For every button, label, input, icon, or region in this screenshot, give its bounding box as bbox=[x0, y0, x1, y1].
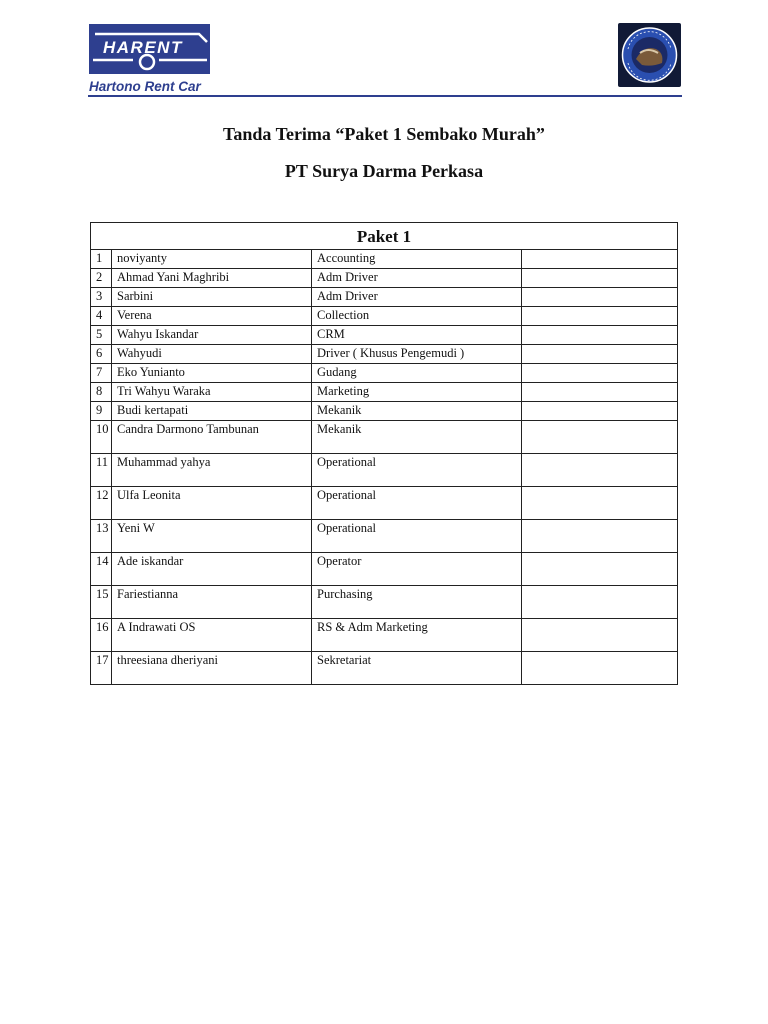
row-signature[interactable] bbox=[522, 345, 678, 364]
logo-wordmark: HARENT bbox=[103, 38, 183, 57]
table-row bbox=[91, 487, 678, 520]
table-heading: Paket 1 bbox=[91, 223, 678, 250]
row-signature[interactable] bbox=[522, 383, 678, 402]
row-name: threesiana dheriyani bbox=[112, 652, 312, 685]
row-number: 8 bbox=[91, 383, 112, 402]
row-name: Yeni W bbox=[112, 520, 312, 553]
table-row bbox=[91, 383, 678, 402]
table-row bbox=[91, 250, 678, 269]
row-department: Operator bbox=[312, 553, 522, 586]
row-signature[interactable] bbox=[522, 307, 678, 326]
table-row bbox=[91, 288, 678, 307]
logo-caption: Hartono Rent Car bbox=[89, 79, 201, 94]
row-name: A Indrawati OS bbox=[112, 619, 312, 652]
row-number: 3 bbox=[91, 288, 112, 307]
row-signature[interactable] bbox=[522, 454, 678, 487]
row-department: RS & Adm Marketing bbox=[312, 619, 522, 652]
table-row bbox=[91, 520, 678, 553]
row-signature[interactable] bbox=[522, 487, 678, 520]
row-department: Driver ( Khusus Pengemudi ) bbox=[312, 345, 522, 364]
table-body bbox=[91, 250, 678, 685]
row-name: Fariestianna bbox=[112, 586, 312, 619]
row-department: Adm Driver bbox=[312, 269, 522, 288]
row-department: Sekretariat bbox=[312, 652, 522, 685]
harent-logo-box bbox=[89, 24, 210, 74]
table-row bbox=[91, 364, 678, 383]
table-row bbox=[91, 619, 678, 652]
row-department: CRM bbox=[312, 326, 522, 345]
row-department: Mekanik bbox=[312, 402, 522, 421]
table-row bbox=[91, 421, 678, 454]
document-title: Tanda Terima “Paket 1 Sembako Murah” bbox=[223, 124, 545, 144]
row-name: Ade iskandar bbox=[112, 553, 312, 586]
harent-logo bbox=[88, 22, 212, 96]
row-name: Tri Wahyu Waraka bbox=[112, 383, 312, 402]
table-row bbox=[91, 454, 678, 487]
row-department: Collection bbox=[312, 307, 522, 326]
row-number: 1 bbox=[91, 250, 112, 269]
row-number: 13 bbox=[91, 520, 112, 553]
company-name: PT Surya Darma Perkasa bbox=[284, 161, 484, 181]
row-name: Eko Yunianto bbox=[112, 364, 312, 383]
row-signature[interactable] bbox=[522, 553, 678, 586]
table-row bbox=[91, 326, 678, 345]
row-signature[interactable] bbox=[522, 619, 678, 652]
row-department: Gudang bbox=[312, 364, 522, 383]
row-department: Marketing bbox=[312, 383, 522, 402]
row-department: Operational bbox=[312, 487, 522, 520]
row-department: Operational bbox=[312, 454, 522, 487]
row-name: Candra Darmono Tambunan bbox=[112, 421, 312, 454]
header-divider bbox=[88, 95, 682, 97]
row-name: Sarbini bbox=[112, 288, 312, 307]
table-row bbox=[91, 345, 678, 364]
bakti-sosial-emblem-icon bbox=[618, 23, 681, 87]
row-name: Ahmad Yani Maghribi bbox=[112, 269, 312, 288]
row-number: 17 bbox=[91, 652, 112, 685]
row-signature[interactable] bbox=[522, 250, 678, 269]
row-signature[interactable] bbox=[522, 326, 678, 345]
recipient-table bbox=[90, 222, 678, 685]
row-name: Budi kertapati bbox=[112, 402, 312, 421]
row-signature[interactable] bbox=[522, 586, 678, 619]
row-number: 2 bbox=[91, 269, 112, 288]
row-signature[interactable] bbox=[522, 269, 678, 288]
row-name: Wahyu Iskandar bbox=[112, 326, 312, 345]
row-number: 6 bbox=[91, 345, 112, 364]
row-department: Accounting bbox=[312, 250, 522, 269]
row-number: 14 bbox=[91, 553, 112, 586]
row-name: Wahyudi bbox=[112, 345, 312, 364]
table-row bbox=[91, 586, 678, 619]
row-signature[interactable] bbox=[522, 288, 678, 307]
row-number: 4 bbox=[91, 307, 112, 326]
row-number: 11 bbox=[91, 454, 112, 487]
table-row bbox=[91, 402, 678, 421]
row-department: Operational bbox=[312, 520, 522, 553]
row-signature[interactable] bbox=[522, 421, 678, 454]
table-row bbox=[91, 269, 678, 288]
row-name: Ulfa Leonita bbox=[112, 487, 312, 520]
letterhead bbox=[88, 20, 682, 98]
table-row bbox=[91, 652, 678, 685]
table-row bbox=[91, 553, 678, 586]
row-number: 5 bbox=[91, 326, 112, 345]
row-number: 10 bbox=[91, 421, 112, 454]
row-department: Mekanik bbox=[312, 421, 522, 454]
row-name: noviyanty bbox=[112, 250, 312, 269]
row-number: 9 bbox=[91, 402, 112, 421]
row-name: Muhammad yahya bbox=[112, 454, 312, 487]
row-number: 12 bbox=[91, 487, 112, 520]
row-number: 15 bbox=[91, 586, 112, 619]
row-signature[interactable] bbox=[522, 652, 678, 685]
row-department: Adm Driver bbox=[312, 288, 522, 307]
row-department: Purchasing bbox=[312, 586, 522, 619]
row-name: Verena bbox=[112, 307, 312, 326]
table-heading-row bbox=[91, 223, 678, 250]
table-row bbox=[91, 307, 678, 326]
row-signature[interactable] bbox=[522, 520, 678, 553]
row-signature[interactable] bbox=[522, 364, 678, 383]
row-signature[interactable] bbox=[522, 402, 678, 421]
row-number: 16 bbox=[91, 619, 112, 652]
row-number: 7 bbox=[91, 364, 112, 383]
